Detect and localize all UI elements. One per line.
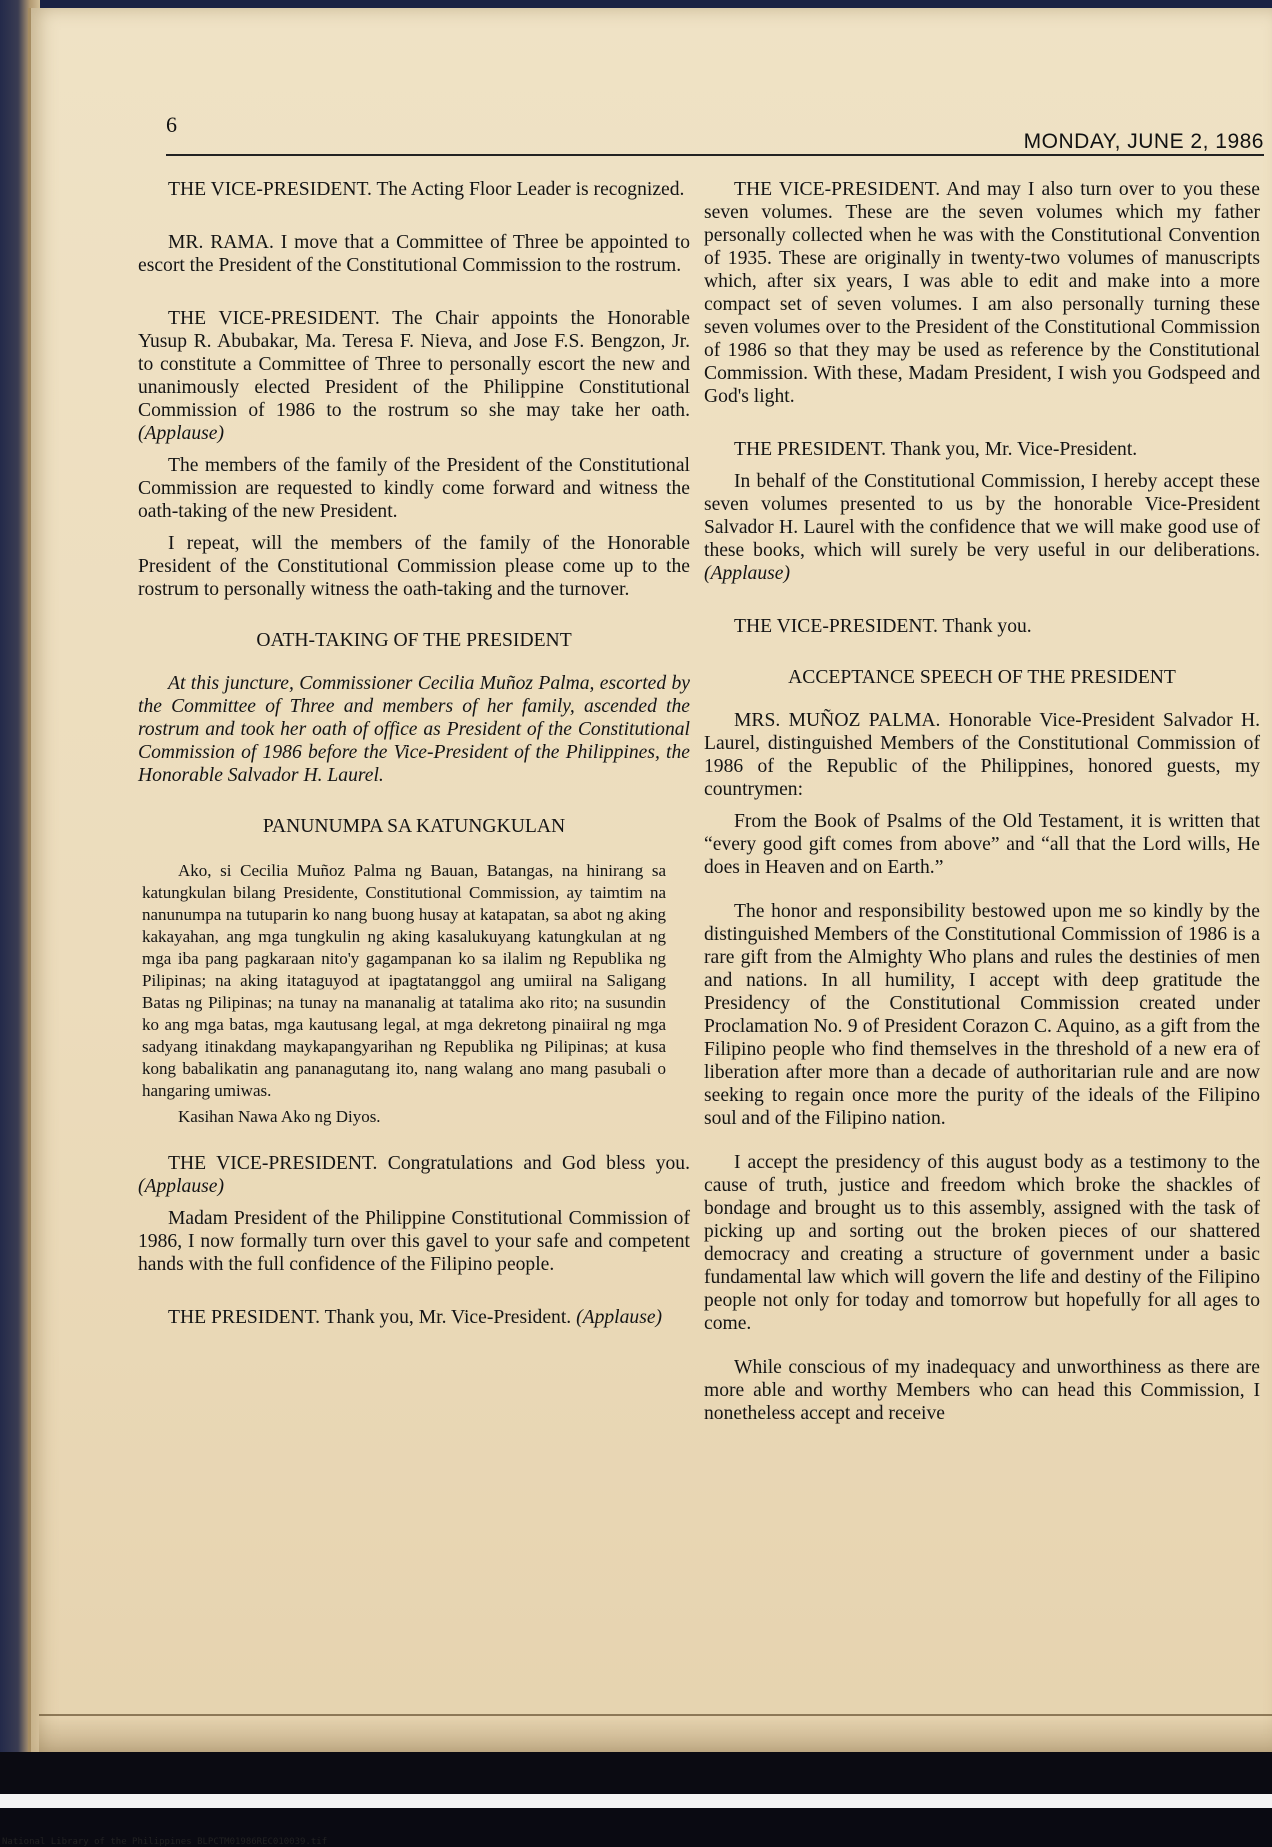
header-rule (166, 154, 1264, 156)
scan-bottom-border (0, 1752, 1272, 1847)
paragraph: THE VICE-PRESIDENT. The Acting Floor Leader is recognized. (168, 179, 685, 200)
page-number: 6 (166, 112, 177, 137)
paragraph: THE VICE-PRESIDENT. Thank you. (734, 616, 1032, 637)
paragraph: While conscious of my inadequacy and unworthiness as there are more able and worthy Members who can head this Commission, I nonetheless accept and receive (704, 1357, 1260, 1424)
paragraph (704, 470, 1260, 585)
paragraph: The members of the family of the President of the Constitutional Commission are requested to kindly come forward and witness the oath-taking of the new President. (138, 455, 690, 522)
oath-text: Ako, si Cecilia Muñoz Palma ng Bauan, Batangas, na hinirang sa katungkulan bilang Presidente, Constitutional Commission, ay taimtim na nanunumpa na tutuparin ko nang buong husay at katapatan, sa abot ng aking kakayahan, ang mga tungkulin ng aking kasalukuyang katungkulan at ng mga iba pang pagkaraan nito'y gagampanan ko sa ilalim ng Republika ng Pilipinas; na aking itataguyod at ipagtatanggol ang umiiral na Saligang Batas ng Pilipinas; na tunay na mananalig at tatalima ako rito; na susundin ko ang mga batas, mga kautusang legal, at mga dekretong pinaiiral ng mga sadyang itinakdang maykapangyarihan ng Republika ng Pilipinas; at kusa kong babalikatin ang pananagutang ito, nang walang ano mang pasubali o hangaring umiwas. (142, 861, 666, 1100)
section-heading: ACCEPTANCE SPEECH OF THE PRESIDENT (788, 667, 1176, 688)
paragraph-text: In behalf of the Constitutional Commission, I hereby accept these seven volumes presented to us by the honorable Vice-President Salvador H. Laurel with the confidence that we will make good use of these books, which will surely be very useful in our deliberations. (704, 471, 1260, 561)
right-column (704, 178, 1260, 1425)
applause-note: (Applause) (138, 423, 224, 444)
left-column (138, 178, 690, 1329)
paragraph: I accept the presidency of this august body as a testimony to the cause of truth, justice and freedom which broke the shackles of bondage and brought us to this assembly, assigned with the task of picking up and sorting out the broken pieces of our shattered democracy and creating a structure of government under a basic fundamental law which will govern the life and destiny of the Filipino people not only for today and tomorrow but hopefully for all ages to come. (704, 1152, 1260, 1334)
caption-strip (0, 1794, 1272, 1847)
oath-block (138, 860, 690, 1128)
paragraph-text: THE VICE-PRESIDENT. Congratulations and God bless you. (168, 1153, 690, 1174)
paragraph: MR. RAMA. I move that a Committee of Three be appointed to escort the President of the Constitutional Commission to the rostrum. (138, 232, 690, 276)
page-date: MONDAY, JUNE 2, 1986 (1023, 130, 1264, 153)
paragraph: MRS. MUÑOZ PALMA. Honorable Vice-President Salvador H. Laurel, distinguished Members of the Constitutional Commission of 1986 of the Republic of the Philippines, honored guests, my countrymen: (704, 710, 1260, 800)
paragraph-text: THE VICE-PRESIDENT. The Chair appoints the Honorable Yusup R. Abubakar, Ma. Teresa F. Nieva, and Jose F.S. Bengzon, Jr. to constitute a Committee of Three to personally escort the new and unanimously elected President of the Philippine Constitutional Commission of 1986 to the rostrum so she may take her oath. (138, 308, 690, 421)
applause-note: (Applause) (704, 563, 790, 584)
section-heading: OATH-TAKING OF THE PRESIDENT (256, 630, 572, 651)
paragraph (138, 307, 690, 445)
oath-closing: Kasihan Nawa Ako ng Diyos. (178, 1107, 381, 1126)
paragraph: Madam President of the Philippine Constitutional Commission of 1986, I now formally turn over this gavel to your safe and competent hands with the full confidence of the Filipino people. (138, 1208, 690, 1275)
page-fold-shadow (39, 1714, 1272, 1756)
paragraph: From the Book of Psalms of the Old Testament, it is written that “every good gift comes from above” and “all that the Lord wills, He does in Heaven and on Earth.” (704, 811, 1260, 878)
scan-caption: National Library of the Philippines BLPCTM01986REC010039.tif (2, 1837, 328, 1847)
applause-note: (Applause) (576, 1307, 663, 1328)
applause-note: (Applause) (138, 1176, 224, 1197)
paragraph: I repeat, will the members of the family of the Honorable President of the Constitutional Commission please come up to the rostrum to personally witness the oath-taking and the turnover. (138, 533, 690, 600)
section-heading: PANUNUMPA SA KATUNGKULAN (262, 816, 566, 837)
paragraph: THE VICE-PRESIDENT. And may I also turn over to you these seven volumes. These are the seven volumes which my father personally collected when he was with the Constitutional Convention of 1935. These are originally in twenty-two volumes of manuscripts which, after six years, I was able to edit and make into a more compact set of seven volumes. I am also personally turning these seven volumes over to the President of the Constitutional Commission of 1986 so that they may be used as reference by the Constitutional Commission. With these, Madam President, I wish you Godspeed and God's light. (704, 179, 1260, 407)
paragraph: THE PRESIDENT. Thank you, Mr. Vice-President. (734, 439, 1138, 460)
paragraph: The honor and responsibility bestowed upon me so kindly by the distinguished Members of the Constitutional Commission of 1986 is a rare gift from the Almighty Who plans and rules the destinies of men and nations. In all humility, I accept with deep gratitude the Presidency of the Constitutional Commission created under Proclamation No. 9 of President Corazon C. Aquino, as a gift from the Filipino people who find themselves in the threshold of a new era of liberation after more than a decade of authoritarian rule and are now seeking to regain once more the purity of the ideals of the Filipino soul and of the Filipino nation. (704, 901, 1260, 1129)
paragraph (138, 1306, 690, 1329)
paragraph (138, 1152, 690, 1198)
paragraph-text: THE PRESIDENT. Thank you, Mr. Vice-President. (168, 1307, 572, 1328)
italic-paragraph: At this juncture, Commissioner Cecilia Muñoz Palma, escorted by the Committee of Three and members of her family, ascended the rostrum and took her oath of office as President of the Constitutional Commission of 1986 before the Vice-President of the Philippines, the Honorable Salvador H. Laurel. (138, 673, 690, 786)
